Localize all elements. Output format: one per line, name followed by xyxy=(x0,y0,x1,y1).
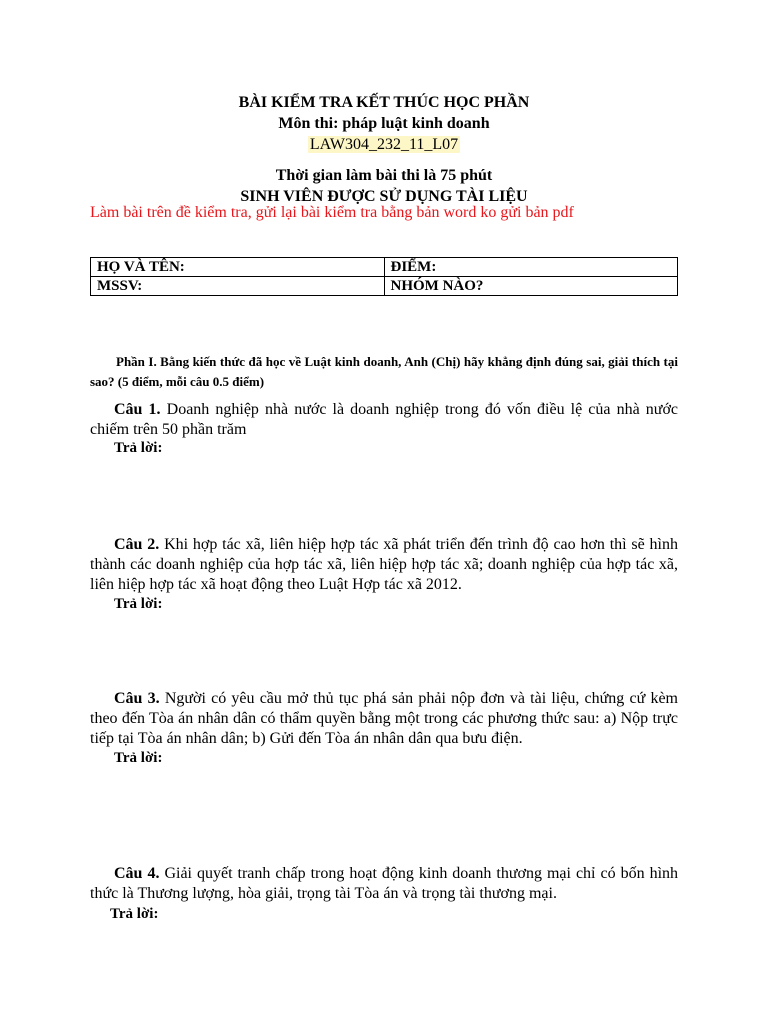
exam-materials-note: SINH VIÊN ĐƯỢC SỬ DỤNG TÀI LIỆU xyxy=(240,188,528,205)
submission-instruction: Làm bài trên đề kiểm tra, gửi lại bài kiểm tra bằng bản word ko gửi bản pdf xyxy=(90,204,574,221)
section-instructions: Phần I. Bằng kiến thức đã học về Luật kinh doanh, Anh (Chị) hãy khẳng định đúng sai, giải thích tại sao? (5 điểm, mỗi câu 0.5 điểm) xyxy=(90,354,678,389)
answer-label-1[interactable]: Trả lời: xyxy=(114,440,163,456)
exam-title: BÀI KIỂM TRA KẾT THÚC HỌC PHẦN xyxy=(238,94,530,111)
question-text: Người có yêu cầu mở thủ tục phá sản phải nộp đơn và tài liệu, chứng cứ kèm theo đến Tòa án nhân dân có thẩm quyền bằng một trong các phương thức sau: a) Nộp trực tiếp tại Tòa án nhân dân; b) Gửi đến Tòa án nhân dân qua bưu điện. xyxy=(90,690,678,747)
info-row xyxy=(91,258,678,277)
question-3 xyxy=(90,689,678,749)
name-field[interactable]: HỌ VÀ TÊN: xyxy=(91,258,385,277)
question-1 xyxy=(90,400,678,440)
question-label: Câu 2. xyxy=(114,536,160,553)
score-field[interactable]: ĐIỂM: xyxy=(384,258,678,277)
question-label: Câu 3. xyxy=(114,690,160,707)
answer-label-2[interactable]: Trả lời: xyxy=(114,596,163,612)
exam-header xyxy=(0,92,768,207)
exam-code-line xyxy=(0,134,768,155)
question-text: Doanh nghiệp nhà nước là doanh nghiệp trong đó vốn điều lệ của nhà nước chiếm trên 50 phần trăm xyxy=(90,401,679,438)
question-text: Giải quyết tranh chấp trong hoạt động kinh doanh thương mại chỉ có bốn hình thức là Thương lượng, hòa giải, trọng tài Tòa án và trọng tài thương mại. xyxy=(90,865,679,902)
group-field[interactable]: NHÓM NÀO? xyxy=(384,277,678,296)
answer-label-3[interactable]: Trả lời: xyxy=(114,750,163,766)
exam-code: LAW304_232_11_L07 xyxy=(309,136,459,153)
question-label: Câu 4. xyxy=(114,865,160,882)
question-label: Câu 1. xyxy=(114,401,161,418)
answer-label-4[interactable]: Trả lời: xyxy=(110,906,159,922)
info-row xyxy=(91,277,678,296)
exam-subject: Môn thi: pháp luật kinh doanh xyxy=(278,115,490,132)
exam-duration: Thời gian làm bài thi là 75 phút xyxy=(275,167,493,184)
question-2 xyxy=(90,535,678,595)
student-id-field[interactable]: MSSV: xyxy=(91,277,385,296)
student-info-table xyxy=(90,257,678,296)
question-4 xyxy=(90,864,678,904)
question-text: Khi hợp tác xã, liên hiệp hợp tác xã phát triển đến trình độ cao hơn thì sẽ hình thành các doanh nghiệp của hợp tác xã, liên hiệp hợp tác xã; doanh nghiệp của hợp tác xã, liên hiệp hợp tác xã hoạt động theo Luật Hợp tác xã 2012. xyxy=(90,536,679,593)
